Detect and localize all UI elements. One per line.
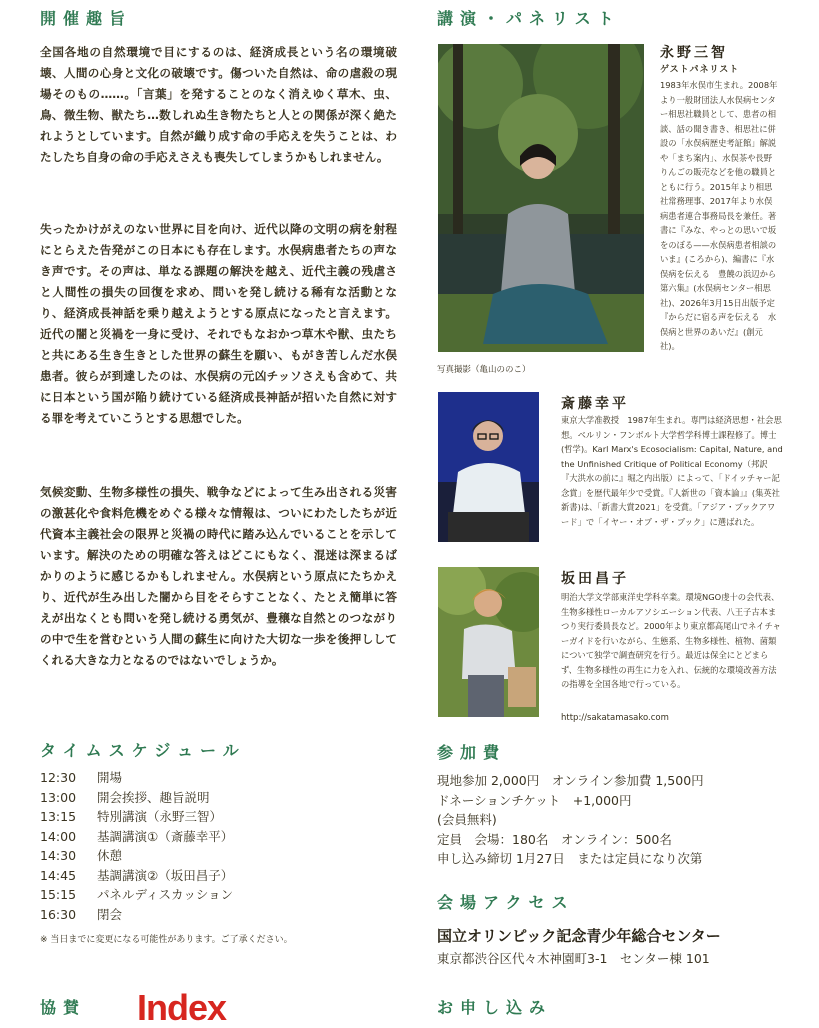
schedule-item: 開会挨拶、趣旨説明 (97, 789, 210, 805)
fee-line: 定員 会場：180名 オンライン：500名 (437, 831, 672, 847)
schedule-note: ※ 当日までに変更になる可能性があります。ご了承ください。 (40, 935, 293, 945)
schedule-item: 基調講演②（坂田昌子） (97, 867, 234, 883)
fee-heading: 参加費 (437, 743, 507, 762)
schedule-row (40, 866, 400, 886)
photo-credit: 写真撮影（亀山ののこ） (437, 365, 531, 375)
schedule-row (40, 846, 400, 866)
sponsor-logo[interactable]: Index (137, 987, 227, 1028)
schedule-heading: タイムスケジュール (40, 741, 246, 760)
speaker-photo-sakata (438, 567, 539, 717)
schedule-item: 基調講演①（斎藤幸平） (97, 828, 234, 844)
schedule-time: 14:45 (40, 867, 77, 883)
schedule-row (40, 885, 400, 905)
schedule-item: 休憩 (97, 848, 123, 863)
intro-paragraph-3: 気候変動、生物多様性の損失、戦争などによって生み出される災害の激甚化や食料危機をめぐる様々な情報は、ついにわたしたちが近代資本主義社会の限界と災禍の時代に踏み込んでいることを示しています。解決のための明確な答えはどこにもなく、混迷は深まるばかりのように感じるかもしれません。水俣病という原点にたちかえり、近代が生み出した闇から目をそらすことなく、たとえ簡単に答えが出なくとも問いを発し続ける勇気が、豊穣な自然とのつながりの中で生を営むという人間の蘇生に向けた大切な一歩を後押ししてくれる大きな力となるのではないでしょうか。 (40, 485, 397, 667)
schedule-item: 閉会 (97, 906, 123, 922)
schedule-time: 15:15 (40, 887, 77, 902)
fee-details (437, 771, 797, 869)
purpose-heading: 開催趣旨 (40, 9, 133, 28)
schedule-row (40, 905, 400, 925)
fee-line: 申し込み締切 1月27日 または定員になり次第 (437, 851, 703, 866)
speaker-role: ゲストパネリスト (660, 65, 740, 75)
speaker-bio: 1983年水俣市生まれ。2008年より一般財団法人水俣病センター相思社職員として、患者の相談、話の聞き書き、相思社に併設の「水俣病歴史考証館」解説や「まち案内」、水俣茶や長野りんごの販売などを他の職員とともに行う。2015年より相思社常務理事、2017年より水俣病患者連合事務局長を兼任。著書に『みな、やっとの思いで坂をのぼる——水俣病患者相談のいま』(ころから)、編書に『水俣病を伝える 豊饒の浜辺から 第六集』(水俣病センター相思社)、2026年3月15日出版予定『からだに宿る声を伝える 水俣病と世界のあいだ』(創元社)。 (660, 80, 785, 351)
schedule-row (40, 807, 400, 827)
speaker-bio: 明治大学文学部東洋史学科卒業。環境NGO虔十の会代表、生物多様性ローカルアソシエーション代表、八王子古本まつり実行委員長など。2000年より東京都高尾山でネイチャーガイドを行いながら、生態系、生物多様性、植物、菌類について独学で調査研究を行う。最近は保全にとどまらず、生物多様性の再生に力を入れ、伝統的な環境改善方法の指導を全国各地で行っている。 (561, 592, 781, 689)
schedule-time: 14:30 (40, 848, 77, 863)
speaker-name: 永野三智 (660, 45, 728, 61)
intro-paragraph-2: 失ったかけがえのない世界に目を向け、近代以降の文明の病を射程にとらえた告発がこの日本にも存在します。水俣病患者たちの声なき声です。その声は、単なる課題の解決を越え、近代主義の残虐さと人間性の損失の回復を求め、問いを発し続ける稀有な活動となり、経済成長神話を乗り越えようとする原点になったと言えます。近代の闇と災禍を一身に受け、それでもなおかつ草木や獣、虫たちと共にある生き生きとした世界の蘇生を願い、もがき苦しんだ水俣患者。彼らが到達したのは、水俣病の元凶チッソさえも含めて、共に日本という国が陥り続けている経済成長神話が招いた自然に対する罪を考えていこうとする思想でした。 (40, 222, 397, 425)
intro-paragraph-1: 全国各地の自然環境で目にするのは、経済成長という名の環境破壊、人間の心身と文化の破壊です。傷ついた自然は、命の虐殺の現場そのもの……。「言葉」を発することのなく消えゆく草木、虫、鳥、微生物、獣たち…数しれぬ生き物たちと人との関係が深く絶たれようとしています。自然が織り成す命の手応えを失うことは、わたしたち自身の命の手応えさえも喪失してしまうかもしれません。 (40, 45, 397, 164)
venue-address: 東京都渋谷区代々木神園町3-1 センター棟 101 (437, 951, 710, 966)
schedule-time: 12:30 (40, 770, 77, 785)
fee-line: ドネーションチケット +1,000円 (437, 792, 632, 808)
fee-line: 現地参加 2,000円 オンライン参加費 1,500円 (437, 773, 704, 788)
portrait-image (438, 44, 644, 352)
speakers-heading: 講演・パネリスト (437, 9, 621, 28)
venue-name: 国立オリンピック記念青少年総合センター (437, 927, 721, 945)
speaker-name: 斎藤幸平 (561, 396, 629, 412)
speaker-name: 坂田昌子 (561, 571, 629, 587)
speaker-photo-saito (438, 392, 539, 542)
speaker-website-link[interactable]: http://sakatamasako.com (561, 713, 669, 723)
fee-line: (会員無料) (437, 812, 497, 827)
speaker-bio: 東京大学准教授 1987年生まれ。専門は経済思想・社会思想。ベルリン・フンボルト大学哲学科博士課程修了。博士(哲学)。Karl Marx's Ecosocialism: Capital, Nature, and the Unfinished Critique of Political Economy（邦訳『大洪水の前に』堀之内出版）によって、「ドイッチャー記念賞」を歴代最年少で受賞。『人新世の「資本論」』(集英社新書)は、「新書大賞2021」を受賞。「アジア・ブックアワード」で「イヤー・オブ・ザ・ブック」に選ばれた。 (561, 415, 783, 527)
schedule-item: パネルディスカッション (97, 887, 234, 902)
schedule-item: 開場 (97, 770, 123, 785)
schedule-item: 特別講演（永野三智） (97, 809, 223, 824)
schedule-time: 13:00 (40, 789, 77, 805)
speaker-photo-nagano (438, 44, 644, 352)
schedule-row (40, 788, 400, 808)
schedule-row (40, 827, 400, 847)
sponsor-heading: 協賛 (40, 998, 87, 1017)
schedule-list (40, 768, 400, 924)
portrait-image (438, 392, 539, 542)
schedule-row (40, 768, 400, 788)
schedule-time: 16:30 (40, 906, 77, 922)
access-heading: 会場アクセス (437, 893, 575, 912)
apply-heading[interactable]: お申し込み (437, 998, 553, 1017)
schedule-time: 14:00 (40, 828, 77, 844)
portrait-image (438, 567, 539, 717)
schedule-time: 13:15 (40, 809, 77, 824)
